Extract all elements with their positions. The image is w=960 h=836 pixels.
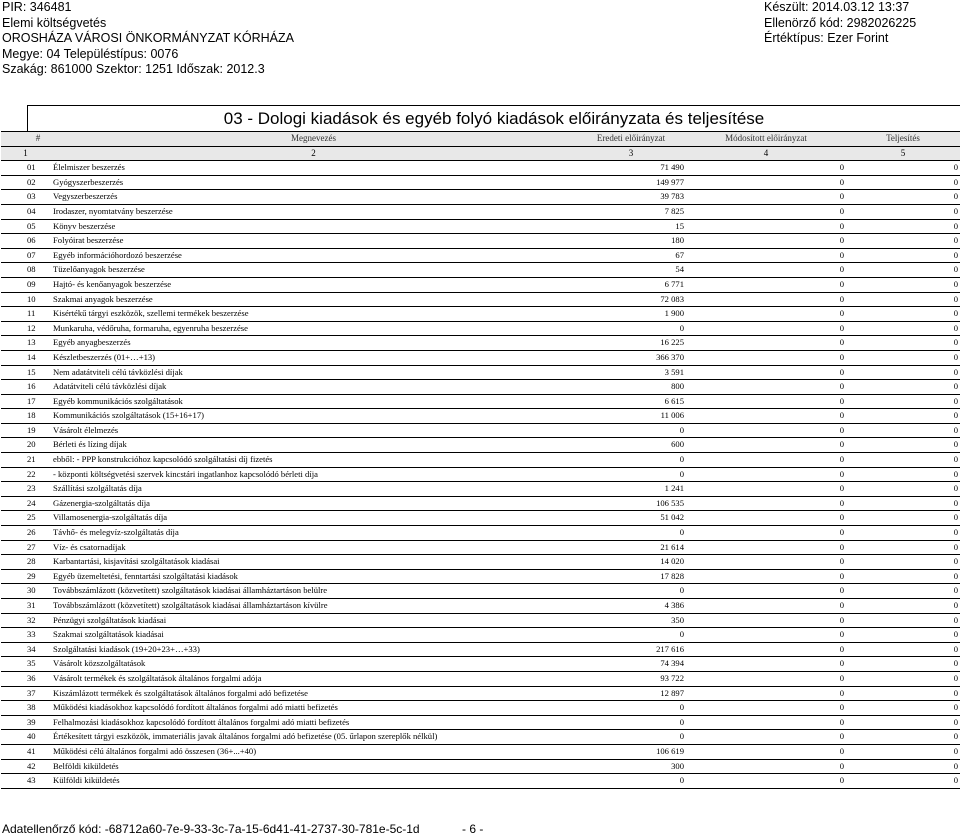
- table-row: [1, 350, 960, 365]
- row-actual: 0: [846, 394, 960, 409]
- row-modified: 0: [686, 569, 846, 584]
- row-original: 54: [576, 263, 686, 278]
- row-modified: 0: [686, 715, 846, 730]
- row-number: 09: [1, 277, 51, 292]
- row-modified: 0: [686, 540, 846, 555]
- row-original: 72 083: [576, 292, 686, 307]
- row-original: 15: [576, 219, 686, 234]
- row-original: 149 977: [576, 175, 686, 190]
- table-row: [1, 744, 960, 759]
- row-original: 14 020: [576, 555, 686, 570]
- row-modified: 0: [686, 277, 846, 292]
- row-original: 0: [576, 321, 686, 336]
- row-number: 25: [1, 511, 51, 526]
- sector-info: Szakág: 861000 Szektor: 1251 Időszak: 2012.3: [2, 62, 265, 76]
- table-row: [1, 642, 960, 657]
- table-row: [1, 569, 960, 584]
- row-name: Vásárolt élelmezés: [51, 423, 576, 438]
- row-modified: 0: [686, 511, 846, 526]
- table-row: [1, 438, 960, 453]
- row-modified: 0: [686, 482, 846, 497]
- row-number: 20: [1, 438, 51, 453]
- row-actual: 0: [846, 526, 960, 541]
- row-number: 14: [1, 350, 51, 365]
- row-modified: 0: [686, 730, 846, 745]
- table-row: [1, 248, 960, 263]
- created-date: Készült: 2014.03.12 13:37: [764, 0, 910, 14]
- row-original: 0: [576, 423, 686, 438]
- row-number: 40: [1, 730, 51, 745]
- row-modified: 0: [686, 380, 846, 395]
- row-actual: 0: [846, 321, 960, 336]
- col-header-name: Megnevezés: [51, 132, 576, 147]
- row-name: Egyéb információhordozó beszerzése: [51, 248, 576, 263]
- header-left: [2, 0, 294, 78]
- row-number: 32: [1, 613, 51, 628]
- row-actual: 0: [846, 438, 960, 453]
- row-actual: 0: [846, 292, 960, 307]
- row-name: Egyéb üzemeltetési, fenntartási szolgáltatási kiadások: [51, 569, 576, 584]
- row-name: Vegyszerbeszerzés: [51, 190, 576, 205]
- row-number: 03: [1, 190, 51, 205]
- table-row: [1, 277, 960, 292]
- page-number: - 6 -: [462, 822, 484, 836]
- row-number: 43: [1, 774, 51, 789]
- row-modified: 0: [686, 453, 846, 468]
- table-row: [1, 263, 960, 278]
- row-name: Kommunikációs szolgáltatások (15+16+17): [51, 409, 576, 424]
- row-actual: 0: [846, 599, 960, 614]
- row-modified: 0: [686, 496, 846, 511]
- row-modified: 0: [686, 190, 846, 205]
- table-row: [1, 657, 960, 672]
- table-row: [1, 511, 960, 526]
- row-original: 350: [576, 613, 686, 628]
- table-row: [1, 613, 960, 628]
- col-header-actual: Teljesítés: [846, 132, 960, 147]
- row-number: 39: [1, 715, 51, 730]
- table-row: [1, 540, 960, 555]
- report-title: 03 - Dologi kiadások és egyéb folyó kiadások előirányzata és teljesítése: [27, 105, 960, 132]
- row-number: 15: [1, 365, 51, 380]
- row-original: 180: [576, 234, 686, 249]
- row-actual: 0: [846, 175, 960, 190]
- row-modified: 0: [686, 613, 846, 628]
- row-modified: 0: [686, 774, 846, 789]
- row-modified: 0: [686, 204, 846, 219]
- col-number-2: 2: [51, 146, 576, 161]
- row-actual: 0: [846, 555, 960, 570]
- row-actual: 0: [846, 671, 960, 686]
- row-original: 74 394: [576, 657, 686, 672]
- row-original: 67: [576, 248, 686, 263]
- table-row: [1, 336, 960, 351]
- table-row: [1, 467, 960, 482]
- row-actual: 0: [846, 161, 960, 176]
- row-number: 27: [1, 540, 51, 555]
- row-number: 04: [1, 204, 51, 219]
- col-header-number: #: [1, 132, 51, 147]
- table-row: [1, 453, 960, 468]
- row-original: 51 042: [576, 511, 686, 526]
- row-number: 08: [1, 263, 51, 278]
- row-name: Munkaruha, védőruha, formaruha, egyenruha beszerzése: [51, 321, 576, 336]
- row-modified: 0: [686, 336, 846, 351]
- table-row: [1, 409, 960, 424]
- column-number-row: [1, 146, 960, 161]
- row-modified: 0: [686, 467, 846, 482]
- row-original: 1 900: [576, 307, 686, 322]
- row-actual: 0: [846, 482, 960, 497]
- row-original: 106 619: [576, 744, 686, 759]
- document-type: Elemi költségvetés: [2, 15, 107, 30]
- row-original: 6 771: [576, 277, 686, 292]
- row-name: Gázenergia-szolgáltatás díja: [51, 496, 576, 511]
- table-row: [1, 584, 960, 599]
- row-original: 12 897: [576, 686, 686, 701]
- row-actual: 0: [846, 190, 960, 205]
- row-original: 106 535: [576, 496, 686, 511]
- row-original: 11 006: [576, 409, 686, 424]
- row-actual: 0: [846, 409, 960, 424]
- institution-name: OROSHÁZA VÁROSI ÖNKORMÁNYZAT KÓRHÁZA: [2, 31, 294, 45]
- row-modified: 0: [686, 263, 846, 278]
- row-number: 36: [1, 671, 51, 686]
- row-name: Kiszámlázott termékek és szolgáltatások általános forgalmi adó befizetése: [51, 686, 576, 701]
- row-original: 6 615: [576, 394, 686, 409]
- row-number: 05: [1, 219, 51, 234]
- row-number: 24: [1, 496, 51, 511]
- row-number: 01: [1, 161, 51, 176]
- row-original: 217 616: [576, 642, 686, 657]
- row-number: 22: [1, 467, 51, 482]
- row-actual: 0: [846, 657, 960, 672]
- row-number: 35: [1, 657, 51, 672]
- row-modified: 0: [686, 234, 846, 249]
- row-name: Szállítási szolgáltatás díja: [51, 482, 576, 497]
- table-row: [1, 526, 960, 541]
- table-row: [1, 292, 960, 307]
- row-actual: 0: [846, 365, 960, 380]
- row-actual: 0: [846, 336, 960, 351]
- table-row: [1, 219, 960, 234]
- table-row: [1, 555, 960, 570]
- row-original: 3 591: [576, 365, 686, 380]
- row-actual: 0: [846, 307, 960, 322]
- row-number: 30: [1, 584, 51, 599]
- row-original: 93 722: [576, 671, 686, 686]
- row-original: 0: [576, 715, 686, 730]
- control-code: Ellenörző kód: 2982026225: [764, 15, 917, 30]
- row-original: 800: [576, 380, 686, 395]
- row-original: 71 490: [576, 161, 686, 176]
- row-actual: 0: [846, 453, 960, 468]
- table-row: [1, 774, 960, 789]
- row-number: 33: [1, 628, 51, 643]
- row-modified: 0: [686, 321, 846, 336]
- row-original: 0: [576, 774, 686, 789]
- row-name: Szolgáltatási kiadások (19+20+23+…+33): [51, 642, 576, 657]
- row-number: 42: [1, 759, 51, 774]
- row-number: 07: [1, 248, 51, 263]
- row-original: 0: [576, 453, 686, 468]
- row-name: Karbantartási, kisjavítási szolgáltatások kiadásai: [51, 555, 576, 570]
- row-actual: 0: [846, 613, 960, 628]
- row-number: 12: [1, 321, 51, 336]
- row-modified: 0: [686, 584, 846, 599]
- table-row: [1, 423, 960, 438]
- table-row: [1, 701, 960, 716]
- table-row: [1, 307, 960, 322]
- row-modified: 0: [686, 744, 846, 759]
- table-row: [1, 686, 960, 701]
- row-actual: 0: [846, 701, 960, 716]
- header-right: [764, 0, 916, 47]
- row-original: 600: [576, 438, 686, 453]
- row-modified: 0: [686, 365, 846, 380]
- col-number-1: 1: [1, 146, 51, 161]
- row-original: 0: [576, 526, 686, 541]
- row-name: Szakmai anyagok beszerzése: [51, 292, 576, 307]
- row-original: 0: [576, 584, 686, 599]
- table-row: [1, 482, 960, 497]
- row-name: Vásárolt közszolgáltatások: [51, 657, 576, 672]
- table-row: [1, 599, 960, 614]
- row-number: 17: [1, 394, 51, 409]
- row-modified: 0: [686, 219, 846, 234]
- row-actual: 0: [846, 511, 960, 526]
- row-name: Működési kiadásokhoz kapcsolódó fordított általános forgalmi adó miatti befizetés: [51, 701, 576, 716]
- row-name: Értékesített tárgyi eszközök, immateriális javak általános forgalmi adó befizetése (05. űrlapon szereplők nélkül): [51, 730, 576, 745]
- row-original: 0: [576, 701, 686, 716]
- row-original: 21 614: [576, 540, 686, 555]
- col-number-4: 4: [686, 146, 846, 161]
- row-name: Működési célú általános forgalmi adó összesen (36+...+40): [51, 744, 576, 759]
- row-name: Adatátviteli célú távközlési díjak: [51, 380, 576, 395]
- table-row: [1, 730, 960, 745]
- row-actual: 0: [846, 540, 960, 555]
- row-modified: 0: [686, 599, 846, 614]
- row-number: 16: [1, 380, 51, 395]
- row-number: 19: [1, 423, 51, 438]
- row-number: 28: [1, 555, 51, 570]
- table-row: [1, 671, 960, 686]
- row-name: Távhő- és melegvíz-szolgáltatás díja: [51, 526, 576, 541]
- row-original: 366 370: [576, 350, 686, 365]
- row-name: Továbbszámlázott (közvetített) szolgáltatások kiadásai államháztartáson kívülre: [51, 599, 576, 614]
- row-name: Egyéb kommunikációs szolgáltatások: [51, 394, 576, 409]
- row-actual: 0: [846, 774, 960, 789]
- table-row: [1, 715, 960, 730]
- row-modified: 0: [686, 642, 846, 657]
- col-header-modified: Módosított előirányzat: [686, 132, 846, 147]
- row-name: Könyv beszerzése: [51, 219, 576, 234]
- table-row: [1, 234, 960, 249]
- row-actual: 0: [846, 584, 960, 599]
- value-type: Értéktípus: Ezer Forint: [764, 31, 889, 45]
- row-modified: 0: [686, 292, 846, 307]
- table-row: [1, 365, 960, 380]
- row-original: 39 783: [576, 190, 686, 205]
- row-name: Külföldi kiküldetés: [51, 774, 576, 789]
- row-name: Kisértékű tárgyi eszközök, szellemi termékek beszerzése: [51, 307, 576, 322]
- col-number-3: 3: [576, 146, 686, 161]
- row-actual: 0: [846, 423, 960, 438]
- row-modified: 0: [686, 307, 846, 322]
- row-name: Belföldi kiküldetés: [51, 759, 576, 774]
- table-row: [1, 496, 960, 511]
- row-name: ebből: - PPP konstrukcióhoz kapcsolódó szolgáltatási díj fizetés: [51, 453, 576, 468]
- row-actual: 0: [846, 219, 960, 234]
- row-original: 4 386: [576, 599, 686, 614]
- row-actual: 0: [846, 569, 960, 584]
- row-original: 0: [576, 467, 686, 482]
- pir-id: PIR: 346481: [2, 0, 72, 14]
- row-name: Bérleti és lízing díjak: [51, 438, 576, 453]
- row-modified: 0: [686, 628, 846, 643]
- row-actual: 0: [846, 234, 960, 249]
- row-actual: 0: [846, 467, 960, 482]
- row-name: Pénzügyi szolgáltatások kiadásai: [51, 613, 576, 628]
- row-number: 23: [1, 482, 51, 497]
- row-original: 1 241: [576, 482, 686, 497]
- row-name: Gyógyszerbeszerzés: [51, 175, 576, 190]
- row-modified: 0: [686, 657, 846, 672]
- col-header-original: Eredeti előirányzat: [576, 132, 686, 147]
- row-name: Továbbszámlázott (közvetített) szolgáltatások kiadásai államháztartáson belülre: [51, 584, 576, 599]
- row-actual: 0: [846, 277, 960, 292]
- row-actual: 0: [846, 715, 960, 730]
- row-modified: 0: [686, 409, 846, 424]
- table-header-row: [1, 132, 960, 147]
- row-name: Szakmai szolgáltatások kiadásai: [51, 628, 576, 643]
- row-actual: 0: [846, 248, 960, 263]
- row-modified: 0: [686, 438, 846, 453]
- row-number: 10: [1, 292, 51, 307]
- county-info: Megye: 04 Településtípus: 0076: [2, 46, 179, 61]
- row-modified: 0: [686, 526, 846, 541]
- row-name: Hajtó- és kenőanyagok beszerzése: [51, 277, 576, 292]
- row-number: 13: [1, 336, 51, 351]
- row-actual: 0: [846, 744, 960, 759]
- row-actual: 0: [846, 642, 960, 657]
- row-number: 34: [1, 642, 51, 657]
- row-name: Folyóirat beszerzése: [51, 234, 576, 249]
- row-number: 29: [1, 569, 51, 584]
- row-modified: 0: [686, 686, 846, 701]
- row-actual: 0: [846, 686, 960, 701]
- table-row: [1, 175, 960, 190]
- row-original: 0: [576, 730, 686, 745]
- row-name: Egyéb anyagbeszerzés: [51, 336, 576, 351]
- table-row: [1, 394, 960, 409]
- row-actual: 0: [846, 730, 960, 745]
- row-actual: 0: [846, 628, 960, 643]
- table-row: [1, 161, 960, 176]
- row-original: 7 825: [576, 204, 686, 219]
- row-number: 38: [1, 701, 51, 716]
- row-modified: 0: [686, 248, 846, 263]
- row-actual: 0: [846, 496, 960, 511]
- table-row: [1, 204, 960, 219]
- row-name: - központi költségvetési szervek kincstári ingatlanhoz kapcsolódó bérleti díja: [51, 467, 576, 482]
- row-name: Nem adatátviteli célú távközlési díjak: [51, 365, 576, 380]
- row-name: Felhalmozási kiadásokhoz kapcsolódó fordított általános forgalmi adó miatti befizetés: [51, 715, 576, 730]
- row-actual: 0: [846, 263, 960, 278]
- row-number: 06: [1, 234, 51, 249]
- footer: [2, 822, 484, 836]
- row-number: 21: [1, 453, 51, 468]
- row-modified: 0: [686, 394, 846, 409]
- row-modified: 0: [686, 350, 846, 365]
- row-actual: 0: [846, 759, 960, 774]
- table-row: [1, 759, 960, 774]
- row-modified: 0: [686, 423, 846, 438]
- row-number: 02: [1, 175, 51, 190]
- row-modified: 0: [686, 175, 846, 190]
- table-row: [1, 380, 960, 395]
- data-control-code: Adatellenőrző kód: -68712a60-7e-9-33-3c-7a-15-6d41-41-2737-30-781e-5c-1d: [2, 822, 420, 836]
- row-name: Tüzelőanyagok beszerzése: [51, 263, 576, 278]
- row-modified: 0: [686, 701, 846, 716]
- row-number: 37: [1, 686, 51, 701]
- row-name: Vásárolt termékek és szolgáltatások általános forgalmi adója: [51, 671, 576, 686]
- row-number: 11: [1, 307, 51, 322]
- row-original: 16 225: [576, 336, 686, 351]
- row-name: Élelmiszer beszerzés: [51, 161, 576, 176]
- row-actual: 0: [846, 380, 960, 395]
- row-name: Víz- és csatornadíjak: [51, 540, 576, 555]
- row-actual: 0: [846, 350, 960, 365]
- table-row: [1, 321, 960, 336]
- row-name: Irodaszer, nyomtatvány beszerzése: [51, 204, 576, 219]
- row-original: 17 828: [576, 569, 686, 584]
- row-modified: 0: [686, 671, 846, 686]
- row-name: Készletbeszerzés (01+…+13): [51, 350, 576, 365]
- table-row: [1, 628, 960, 643]
- row-name: Villamosenergia-szolgáltatás díja: [51, 511, 576, 526]
- row-modified: 0: [686, 161, 846, 176]
- expenditure-table: [1, 131, 960, 789]
- row-original: 300: [576, 759, 686, 774]
- table-row: [1, 190, 960, 205]
- row-actual: 0: [846, 204, 960, 219]
- row-original: 0: [576, 628, 686, 643]
- row-number: 18: [1, 409, 51, 424]
- row-modified: 0: [686, 759, 846, 774]
- row-modified: 0: [686, 555, 846, 570]
- row-number: 26: [1, 526, 51, 541]
- row-number: 41: [1, 744, 51, 759]
- col-number-5: 5: [846, 146, 960, 161]
- row-number: 31: [1, 599, 51, 614]
